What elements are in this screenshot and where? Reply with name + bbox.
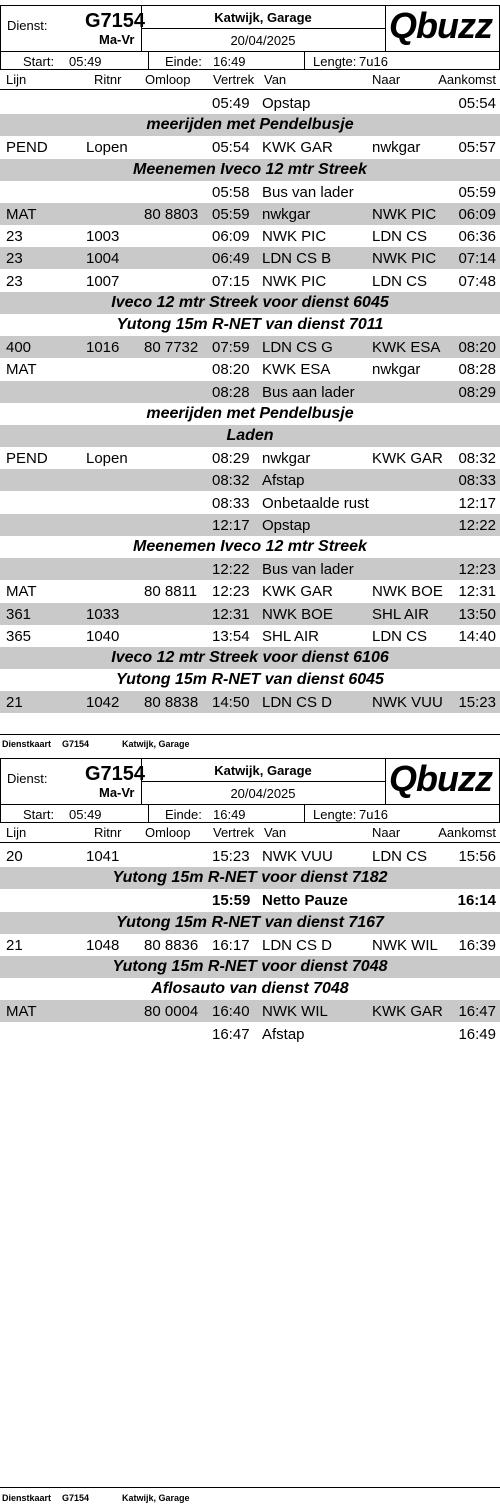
trip-row	[0, 558, 500, 580]
cell-naar: KWK ESA	[372, 339, 441, 357]
cell-vertrek: 06:49	[212, 250, 250, 268]
footer-location: Katwijk, Garage	[122, 739, 190, 749]
cell-ritnr: 1040	[86, 627, 120, 645]
col-omloop: Omloop	[145, 72, 191, 87]
cell-aankomst: 08:29	[458, 383, 496, 401]
location-title: Katwijk, Garage	[214, 10, 312, 25]
location-title: Katwijk, Garage	[214, 763, 312, 778]
cell-vertrek: 05:49	[212, 95, 250, 112]
cell-ritnr: 1048	[86, 936, 120, 954]
cell-omloop: 80 8803	[144, 206, 199, 223]
cell-lijn: MAT	[6, 583, 37, 601]
lengte-label: Lengte:	[313, 54, 357, 69]
cell-van: KWK GAR	[262, 139, 333, 157]
column-header-row	[0, 71, 500, 89]
cell-aankomst: 05:59	[458, 183, 496, 201]
section-heading: Aflosauto van dienst 7048	[151, 980, 349, 998]
trip-row	[0, 447, 500, 469]
col-vertrek: Vertrek	[213, 72, 255, 87]
einde-label: Einde:	[165, 54, 202, 69]
trip-row	[0, 889, 500, 911]
cell-van: Netto Pauze	[262, 892, 348, 910]
dienstkaart-page-1	[0, 5, 500, 745]
trip-row	[0, 358, 500, 380]
cell-vertrek: 15:59	[212, 892, 251, 910]
section-heading: Yutong 15m R-NET voor dienst 7048	[112, 958, 388, 975]
cell-van: NWK PIC	[262, 272, 327, 290]
cell-van: LDN CS B	[262, 250, 332, 268]
cell-naar: NWK PIC	[372, 206, 437, 223]
cell-aankomst: 12:17	[458, 494, 496, 512]
einde-value: 16:49	[213, 54, 246, 69]
cell-omloop: 80 8838	[144, 694, 199, 712]
cell-vertrek: 12:22	[212, 561, 250, 579]
header-box	[0, 5, 500, 70]
dienst-code: G7154	[85, 763, 146, 785]
cell-vertrek: 16:17	[212, 936, 250, 954]
cell-naar: KWK GAR	[372, 450, 443, 468]
cell-ritnr: 1004	[86, 250, 120, 268]
cell-lijn: 23	[6, 250, 23, 268]
cell-vertrek: 12:31	[212, 605, 250, 623]
footer-code: G7154	[62, 1493, 90, 1503]
cell-aankomst: 07:14	[458, 250, 496, 268]
cell-vertrek: 12:17	[212, 516, 250, 534]
cell-van: NWK VUU	[262, 848, 333, 865]
cell-vertrek: 15:23	[212, 848, 250, 865]
lengte-value: 7u16	[359, 807, 388, 822]
cell-naar: SHL AIR	[372, 605, 429, 623]
cell-vertrek: 07:59	[212, 339, 250, 357]
cell-aankomst: 14:40	[458, 627, 496, 645]
cell-lijn: 21	[6, 936, 23, 954]
cell-lijn: 23	[6, 228, 23, 246]
cell-omloop: 80 0004	[144, 1003, 199, 1021]
cell-lijn: 365	[6, 627, 32, 645]
trip-row	[0, 1000, 500, 1022]
section-heading: meerijden met Pendelbusje	[146, 116, 354, 134]
section-heading-row	[0, 403, 500, 425]
cell-aankomst: 15:56	[458, 848, 496, 865]
start-label: Start:	[23, 807, 55, 822]
trip-row	[0, 934, 500, 956]
section-heading: meerijden met Pendelbusje	[146, 404, 354, 422]
cell-lijn: 21	[6, 694, 23, 712]
cell-van: LDN CS D	[262, 936, 333, 954]
cell-lijn: MAT	[6, 206, 37, 223]
cell-aankomst: 06:36	[458, 228, 496, 246]
cell-aankomst: 05:54	[458, 95, 496, 112]
section-heading: Iveco 12 mtr Streek voor dienst 6106	[111, 649, 389, 666]
cell-vertrek: 05:54	[212, 139, 250, 157]
trip-row	[0, 136, 500, 158]
dienst-label: Dienst:	[7, 771, 48, 786]
cell-lijn: 20	[6, 848, 23, 865]
cell-vertrek: 07:15	[212, 272, 250, 290]
cell-van: Bus van lader	[262, 183, 354, 201]
cell-aankomst: 16:14	[457, 892, 496, 910]
trip-row	[0, 580, 500, 602]
footer-label: Dienstkaart	[2, 739, 52, 749]
trip-row	[0, 691, 500, 713]
cell-van: KWK ESA	[262, 361, 331, 379]
section-heading-row	[0, 159, 500, 181]
col-aankomst: Aankomst	[438, 825, 496, 840]
trip-row	[0, 270, 500, 292]
cell-naar: nwkgar	[372, 361, 421, 379]
section-heading: Yutong 15m R-NET van dienst 7167	[116, 913, 384, 931]
trip-row	[0, 492, 500, 514]
dienst-label: Dienst:	[7, 18, 48, 33]
cell-aankomst: 08:32	[458, 450, 496, 468]
cell-aankomst: 06:09	[458, 206, 496, 223]
section-heading: Laden	[226, 427, 274, 444]
cell-naar: NWK WIL	[372, 936, 438, 954]
section-heading-row	[0, 647, 500, 669]
trip-row	[0, 625, 500, 647]
cell-aankomst: 16:47	[458, 1003, 496, 1021]
service-date: 20/04/2025	[230, 786, 296, 801]
cell-van: LDN CS D	[262, 694, 333, 712]
cell-vertrek: 08:32	[212, 472, 250, 490]
cell-van: nwkgar	[262, 206, 311, 223]
cell-aankomst: 16:49	[458, 1025, 496, 1043]
cell-vertrek: 08:20	[212, 361, 250, 379]
col-van: Van	[264, 72, 287, 87]
footer-label: Dienstkaart	[2, 1493, 52, 1503]
cell-ritnr: 1007	[86, 272, 120, 290]
cell-aankomst: 16:39	[458, 936, 496, 954]
cell-naar: LDN CS	[372, 627, 428, 645]
trip-row	[0, 181, 500, 203]
trip-row	[0, 92, 500, 114]
cell-omloop: 80 7732	[144, 339, 199, 357]
cell-lijn: PEND	[6, 450, 48, 468]
section-heading-row	[0, 956, 500, 978]
trip-row	[0, 203, 500, 225]
cell-vertrek: 06:09	[212, 228, 250, 246]
col-omloop: Omloop	[145, 825, 191, 840]
section-heading: Meenemen Iveco 12 mtr Streek	[133, 160, 367, 178]
qbuzz-logo: Qbuzz	[389, 5, 492, 46]
col-naar: Naar	[372, 825, 401, 840]
cell-aankomst: 13:50	[458, 605, 496, 623]
trip-row	[0, 514, 500, 536]
trip-row	[0, 603, 500, 625]
cell-omloop: 80 8811	[144, 583, 198, 601]
cell-vertrek: 05:58	[212, 183, 250, 201]
cell-ritnr: 1041	[86, 848, 120, 865]
cell-ritnr: 1033	[86, 605, 120, 623]
col-aankomst: Aankomst	[438, 72, 496, 87]
cell-vertrek: 08:33	[212, 494, 250, 512]
section-heading-row	[0, 425, 500, 447]
dienst-days: Ma-Vr	[99, 785, 135, 800]
dienstkaart-page-2	[0, 758, 500, 1498]
cell-naar: NWK PIC	[372, 250, 437, 268]
cell-lijn: PEND	[6, 139, 48, 157]
section-heading-row	[0, 314, 500, 336]
trip-row	[0, 336, 500, 358]
start-value: 05:49	[69, 54, 102, 69]
cell-omloop: 80 8836	[144, 936, 199, 954]
lengte-value: 7u16	[359, 54, 388, 69]
cell-aankomst: 15:23	[458, 694, 496, 712]
cell-naar: KWK GAR	[372, 1003, 443, 1021]
col-lijn: Lijn	[6, 72, 27, 87]
trip-row	[0, 845, 500, 867]
dienst-code: G7154	[85, 10, 146, 32]
cell-van: Bus aan lader	[262, 383, 355, 401]
col-naar: Naar	[372, 72, 401, 87]
service-date: 20/04/2025	[230, 33, 296, 48]
cell-naar: LDN CS	[372, 848, 428, 865]
start-value: 05:49	[69, 807, 102, 822]
cell-lijn: 23	[6, 272, 23, 290]
cell-van: Bus van lader	[262, 561, 354, 579]
cell-naar: NWK VUU	[372, 694, 443, 712]
start-label: Start:	[23, 54, 55, 69]
header-box	[0, 758, 500, 823]
section-heading-row	[0, 292, 500, 314]
section-heading-row	[0, 669, 500, 691]
column-header-row	[0, 824, 500, 842]
cell-lijn: 400	[6, 339, 32, 357]
trip-row	[0, 381, 500, 403]
cell-ritnr: 1042	[86, 694, 120, 712]
trip-row	[0, 1023, 500, 1045]
qbuzz-logo: Qbuzz	[389, 758, 492, 799]
col-lijn: Lijn	[6, 825, 27, 840]
section-heading: Yutong 15m R-NET van dienst 7011	[116, 316, 384, 333]
col-van: Van	[264, 825, 287, 840]
cell-van: Opstap	[262, 516, 311, 534]
cell-vertrek: 16:40	[212, 1003, 250, 1021]
cell-van: SHL AIR	[262, 627, 319, 645]
cell-aankomst: 08:20	[458, 339, 496, 357]
cell-lijn: MAT	[6, 1003, 37, 1021]
cell-aankomst: 08:28	[458, 361, 496, 379]
col-ritnr: Ritnr	[94, 72, 122, 87]
lengte-label: Lengte:	[313, 807, 357, 822]
cell-ritnr: 1003	[86, 228, 120, 246]
cell-ritnr: Lopen	[86, 450, 128, 468]
cell-van: LDN CS G	[262, 339, 333, 357]
trip-row	[0, 225, 500, 247]
footer-code: G7154	[62, 739, 90, 749]
cell-van: NWK BOE	[262, 605, 333, 623]
col-vertrek: Vertrek	[213, 825, 255, 840]
col-ritnr: Ritnr	[94, 825, 122, 840]
cell-naar: LDN CS	[372, 272, 428, 290]
cell-naar: NWK BOE	[372, 583, 443, 601]
cell-naar: nwkgar	[372, 139, 421, 157]
cell-vertrek: 08:28	[212, 383, 250, 401]
trip-row	[0, 247, 500, 269]
cell-aankomst: 12:31	[458, 583, 496, 601]
section-heading-row	[0, 978, 500, 1000]
cell-van: NWK WIL	[262, 1003, 328, 1021]
cell-vertrek: 05:59	[212, 206, 250, 223]
section-heading-row	[0, 867, 500, 889]
cell-aankomst: 07:48	[458, 272, 496, 290]
cell-ritnr: 1016	[86, 339, 120, 357]
section-heading-row	[0, 114, 500, 136]
cell-ritnr: Lopen	[86, 139, 128, 157]
cell-aankomst: 05:57	[458, 139, 496, 157]
trip-row	[0, 469, 500, 491]
cell-van: Onbetaalde rust	[262, 494, 369, 512]
section-heading: Yutong 15m R-NET voor dienst 7182	[112, 869, 388, 887]
einde-value: 16:49	[213, 807, 246, 822]
cell-van: nwkgar	[262, 450, 311, 468]
cell-lijn: MAT	[6, 361, 37, 379]
section-heading: Yutong 15m R-NET van dienst 6045	[116, 671, 384, 689]
cell-aankomst: 12:22	[458, 516, 496, 534]
cell-van: Opstap	[262, 95, 311, 112]
cell-vertrek: 13:54	[212, 627, 250, 645]
section-heading: Iveco 12 mtr Streek voor dienst 6045	[111, 293, 389, 311]
cell-lijn: 361	[6, 605, 32, 623]
cell-vertrek: 14:50	[212, 694, 250, 712]
cell-vertrek: 12:23	[212, 583, 250, 601]
section-heading-row	[0, 912, 500, 934]
cell-naar: LDN CS	[372, 228, 428, 246]
cell-vertrek: 16:47	[212, 1025, 250, 1043]
section-heading: Meenemen Iveco 12 mtr Streek	[133, 538, 367, 555]
cell-van: KWK GAR	[262, 583, 333, 601]
cell-aankomst: 08:33	[458, 472, 496, 490]
cell-aankomst: 12:23	[458, 561, 496, 579]
footer-location: Katwijk, Garage	[122, 1493, 190, 1503]
cell-vertrek: 08:29	[212, 450, 250, 468]
dienst-days: Ma-Vr	[99, 32, 135, 47]
section-heading-row	[0, 536, 500, 558]
cell-van: Afstap	[262, 1025, 305, 1043]
einde-label: Einde:	[165, 807, 202, 822]
cell-van: NWK PIC	[262, 228, 327, 246]
cell-van: Afstap	[262, 472, 305, 490]
